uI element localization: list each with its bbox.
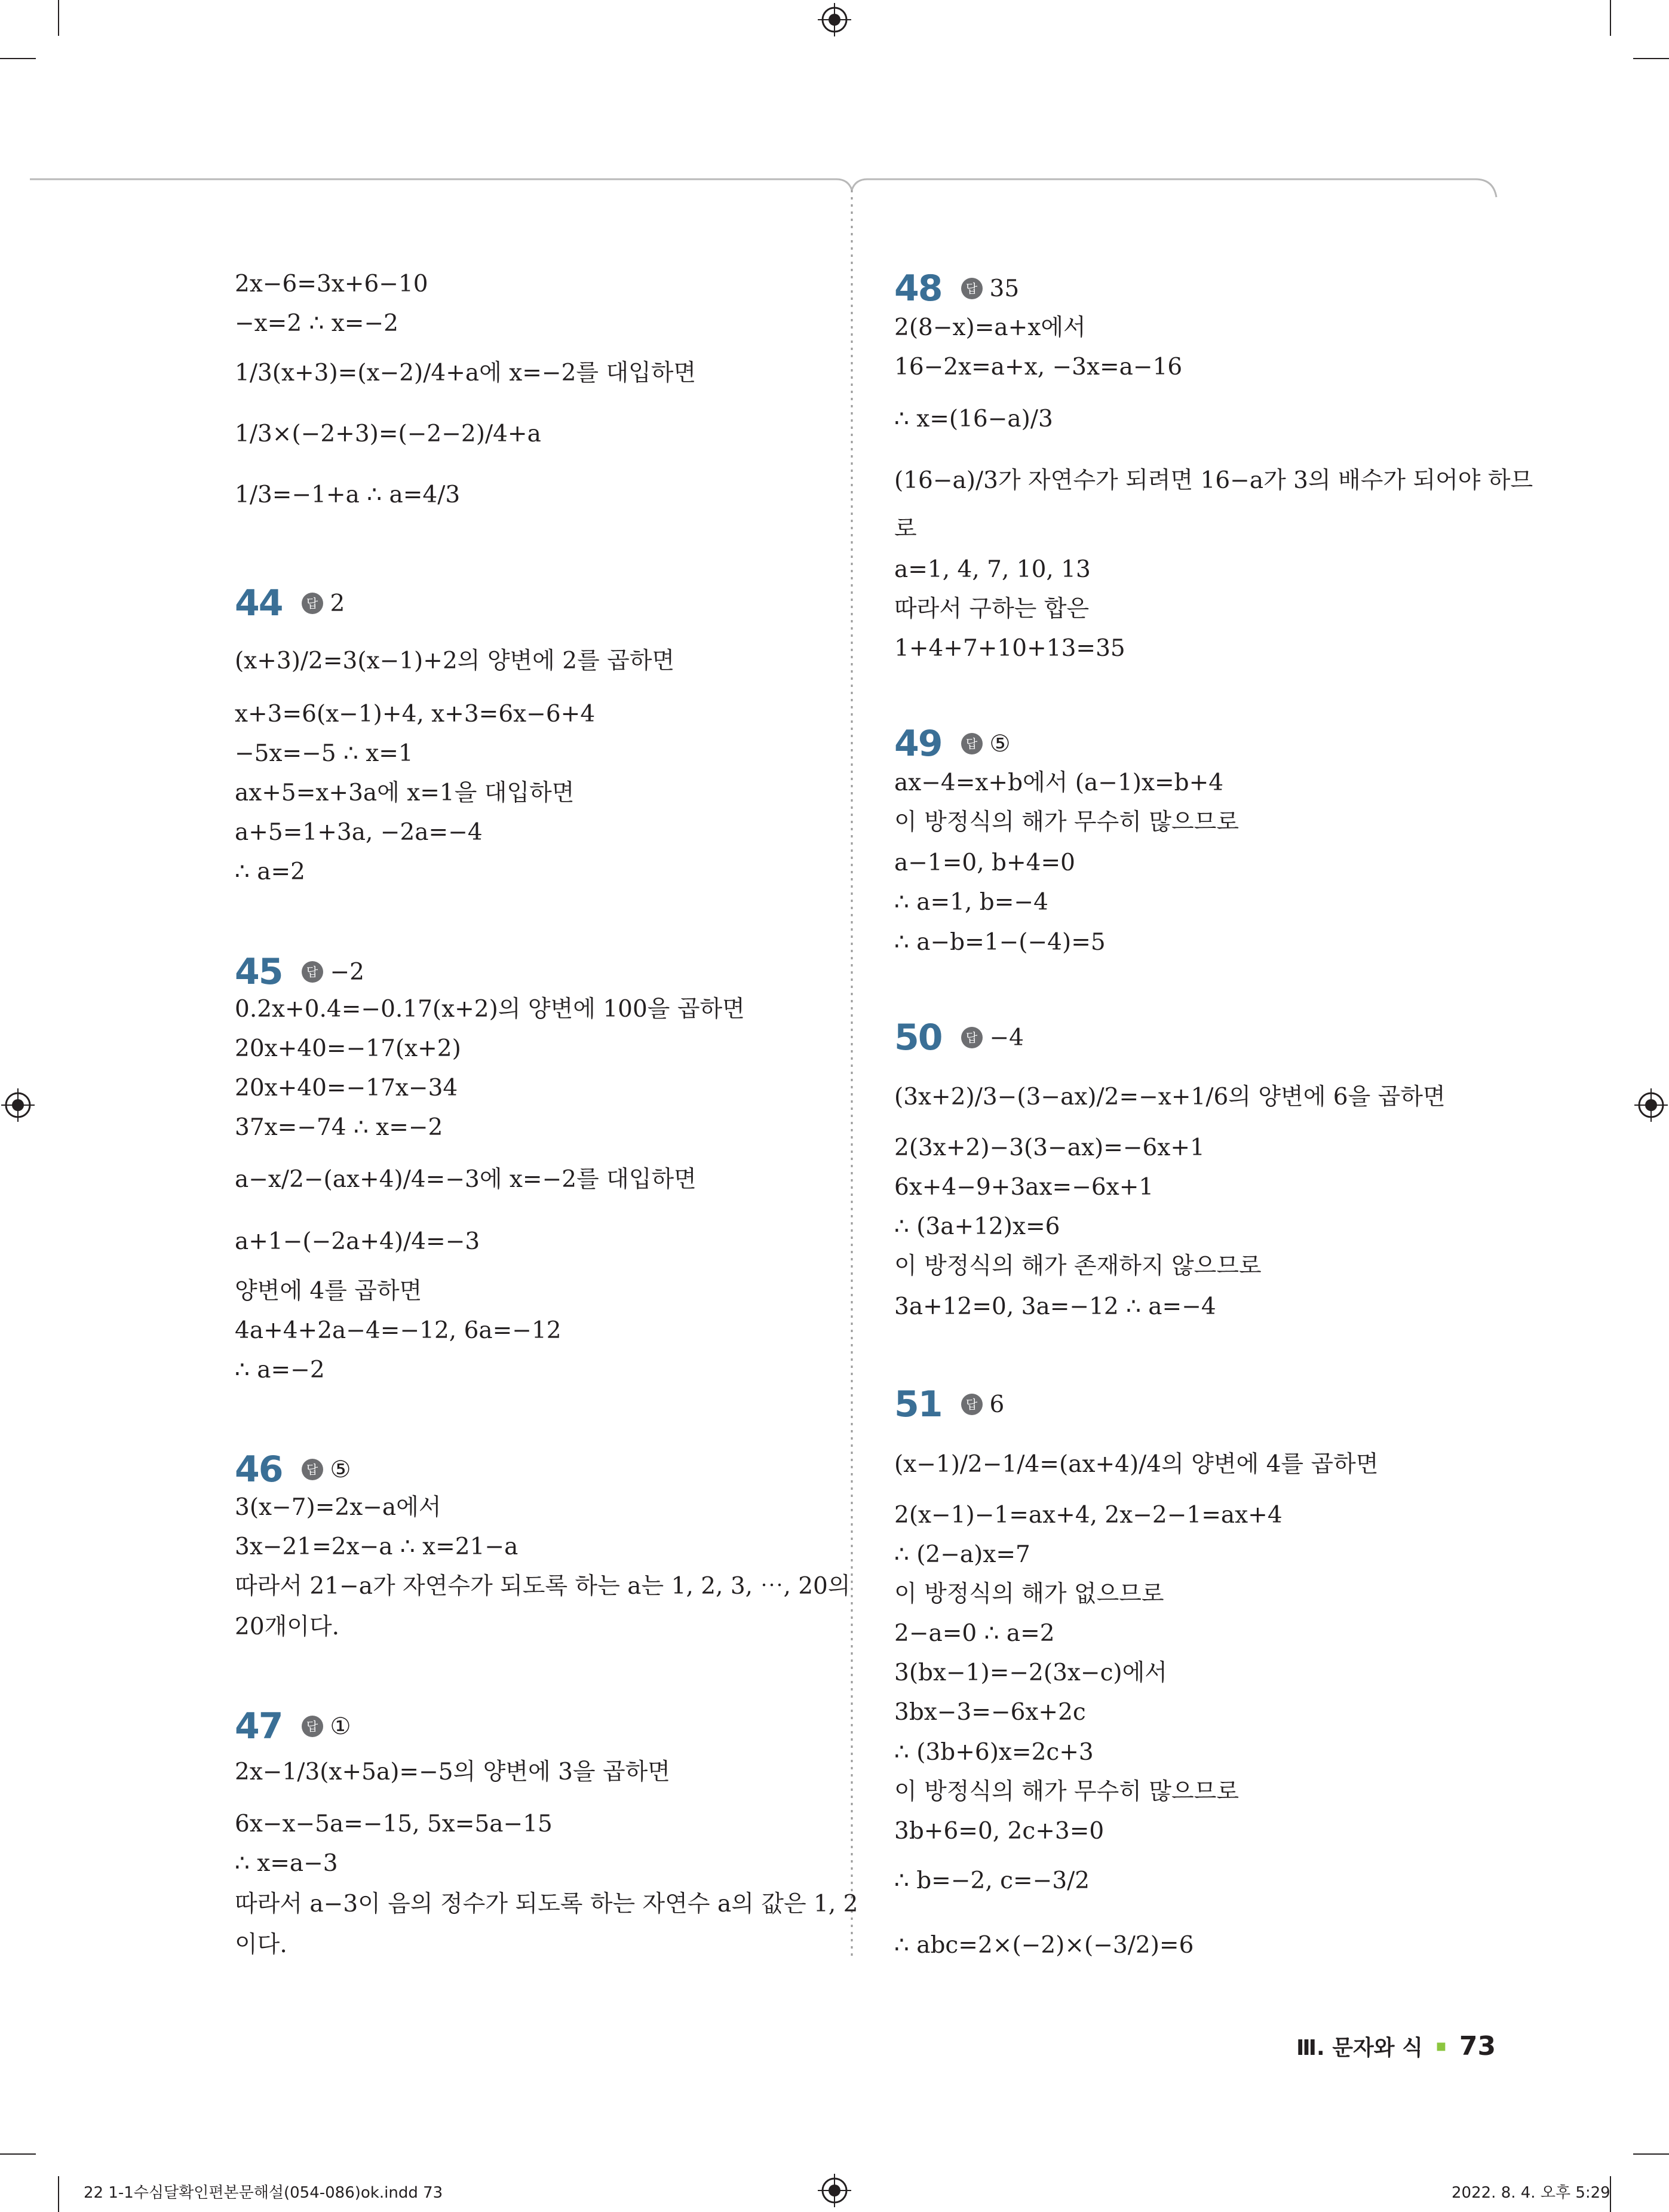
problem-heading	[235, 582, 345, 624]
solution-line: a=1, 4, 7, 10, 13	[894, 556, 1091, 583]
solution-line: −5x=−5 ∴ x=1	[235, 740, 413, 767]
crop-mark	[1610, 0, 1611, 36]
section-title: Ⅲ. 문자와 식	[1296, 2036, 1423, 2060]
answer-badge: 답	[961, 733, 983, 754]
solution-line: ax+5=x+3a에 x=1을 대입하면	[235, 780, 575, 806]
problem-number: 49	[894, 723, 942, 765]
crop-mark	[58, 2176, 59, 2212]
crop-mark	[0, 58, 36, 59]
solution-line: (x−1)/2−1/4=(ax+4)/4의 양변에 4를 곱하면	[894, 1451, 1379, 1478]
answer-badge: 답	[302, 593, 323, 614]
answer-badge: 답	[302, 961, 323, 983]
solution-line: 37x=−74 ∴ x=−2	[235, 1114, 443, 1141]
intro-line: −x=2 ∴ x=−2	[235, 310, 398, 337]
solution-line: ∴ (3b+6)x=2c+3	[894, 1739, 1094, 1766]
solution-line: 3(x−7)=2x−a에서	[235, 1494, 441, 1521]
problem-number: 50	[894, 1017, 942, 1059]
answer-value: −2	[330, 958, 364, 986]
crop-mark	[0, 2153, 36, 2155]
solution-line: 3bx−3=−6x+2c	[894, 1699, 1086, 1726]
solution-line: (x+3)/2=3(x−1)+2의 양변에 2를 곱하면	[235, 648, 675, 674]
crop-mark	[1633, 58, 1669, 59]
intro-line: 1/3=−1+a ∴ a=4/3	[235, 481, 461, 508]
solution-line: 따라서 a−3이 음의 정수가 되도록 하는 자연수 a의 값은 1, 2	[235, 1891, 858, 1918]
solution-line: 2x−1/3(x+5a)=−5의 양변에 3을 곱하면	[235, 1759, 670, 1785]
solution-line: 2(3x+2)−3(3−ax)=−6x+1	[894, 1134, 1205, 1161]
solution-line: a−1=0, b+4=0	[894, 849, 1075, 876]
registration-mark-bottom	[817, 2173, 852, 2208]
solution-line: ∴ x=a−3	[235, 1850, 338, 1877]
solution-line: 양변에 4를 곱하면	[235, 1278, 422, 1305]
footer-bullet: ■	[1435, 2040, 1446, 2053]
solution-line: 6x+4−9+3ax=−6x+1	[894, 1174, 1154, 1201]
solution-line: a+5=1+3a, −2a=−4	[235, 819, 483, 846]
solution-line: 6x−x−5a=−15, 5x=5a−15	[235, 1811, 553, 1837]
problem-number: 47	[235, 1705, 283, 1747]
solution-line: 0.2x+0.4=−0.17(x+2)의 양변에 100을 곱하면	[235, 996, 745, 1023]
answer-value: 6	[989, 1391, 1005, 1418]
solution-line: a+1−(−2a+4)/4=−3	[235, 1228, 480, 1255]
answer-value: −4	[989, 1024, 1024, 1051]
solution-line: 16−2x=a+x, −3x=a−16	[894, 354, 1183, 381]
problem-heading	[235, 1705, 351, 1747]
solution-line: 따라서 구하는 합은	[894, 596, 1090, 622]
solution-line: 이 방정식의 해가 무수히 많으므로	[894, 1778, 1240, 1805]
solution-line: ∴ a=−2	[235, 1357, 325, 1383]
solution-line: ax−4=x+b에서 (a−1)x=b+4	[894, 769, 1224, 796]
answer-value: 2	[330, 590, 345, 617]
answer-value: ⑤	[989, 730, 1011, 757]
solution-line: 2(x−1)−1=ax+4, 2x−2−1=ax+4	[894, 1502, 1283, 1529]
registration-mark-top	[817, 2, 852, 38]
problem-number: 51	[894, 1383, 942, 1425]
solution-line: ∴ a=1, b=−4	[894, 889, 1048, 916]
solution-line: a−x/2−(ax+4)/4=−3에 x=−2를 대입하면	[235, 1166, 697, 1193]
intro-line: 2x−6=3x+6−10	[235, 271, 428, 297]
solution-line: ∴ (2−a)x=7	[894, 1541, 1030, 1568]
solution-line: 20x+40=−17(x+2)	[235, 1035, 461, 1062]
solution-line: 이 방정식의 해가 존재하지 않으므로	[894, 1253, 1262, 1280]
crop-mark	[1633, 2153, 1669, 2155]
solution-line: 20x+40=−17x−34	[235, 1075, 458, 1102]
problem-number: 45	[235, 951, 283, 993]
problem-heading	[235, 951, 364, 993]
problem-heading	[894, 723, 1010, 765]
slug-date: 2022. 8. 4. 오후 5:29	[1452, 2184, 1610, 2202]
answer-value: 35	[989, 275, 1020, 302]
solution-line: (16−a)/3가 자연수가 되려면 16−a가 3의 배수가 되어야 하므	[894, 467, 1533, 494]
solution-line: 4a+4+2a−4=−12, 6a=−12	[235, 1317, 562, 1344]
intro-line: 1/3(x+3)=(x−2)/4+a에 x=−2를 대입하면	[235, 360, 697, 386]
solution-line: 2(8−x)=a+x에서	[894, 314, 1086, 341]
solution-line: 3b+6=0, 2c+3=0	[894, 1818, 1105, 1845]
solution-line: 이 방정식의 해가 무수히 많으므로	[894, 809, 1240, 836]
solution-line: 이 방정식의 해가 없으므로	[894, 1581, 1164, 1607]
problem-heading	[894, 1017, 1024, 1059]
solution-line: ∴ a−b=1−(−4)=5	[894, 929, 1106, 956]
problem-number: 46	[235, 1449, 283, 1490]
registration-mark-right	[1633, 1087, 1669, 1123]
problem-number: 48	[894, 268, 942, 309]
solution-line: ∴ (3a+12)x=6	[894, 1213, 1060, 1240]
solution-line: 3a+12=0, 3a=−12 ∴ a=−4	[894, 1293, 1216, 1320]
solution-line: ∴ abc=2×(−2)×(−3/2)=6	[894, 1932, 1194, 1959]
solution-line: ∴ a=2	[235, 858, 305, 885]
solution-line: 3x−21=2x−a ∴ x=21−a	[235, 1533, 519, 1560]
answer-value: ①	[330, 1713, 351, 1740]
registration-mark-left	[0, 1087, 36, 1123]
crop-mark	[58, 0, 59, 36]
page-number: 73	[1459, 2031, 1496, 2061]
page-footer	[1296, 2031, 1496, 2061]
answer-badge: 답	[961, 1027, 983, 1048]
solution-line: ∴ b=−2, c=−3/2	[894, 1867, 1090, 1894]
solution-line: (3x+2)/3−(3−ax)/2=−x+1/6의 양변에 6을 곱하면	[894, 1084, 1446, 1110]
answer-badge: 답	[961, 1394, 983, 1415]
solution-line: x+3=6(x−1)+4, x+3=6x−6+4	[235, 701, 596, 728]
solution-line: 20개이다.	[235, 1613, 340, 1640]
answer-badge: 답	[302, 1716, 323, 1737]
answer-badge: 답	[302, 1459, 323, 1480]
solution-line: 이다.	[235, 1931, 287, 1958]
problem-heading	[235, 1449, 351, 1490]
solution-line: 따라서 21−a가 자연수가 되도록 하는 a는 1, 2, 3, ⋯, 20의	[235, 1573, 851, 1600]
intro-line: 1/3×(−2+3)=(−2−2)/4+a	[235, 421, 541, 447]
slug-filename: 22 1-1수심달확인편본문해설(054-086)ok.indd 73	[84, 2184, 443, 2202]
answer-value: ⑤	[330, 1456, 351, 1483]
solution-line: 2−a=0 ∴ a=2	[894, 1620, 1055, 1647]
problem-heading	[894, 1383, 1004, 1425]
solution-line: ∴ x=(16−a)/3	[894, 406, 1053, 432]
answer-badge: 답	[961, 278, 983, 299]
problem-heading	[894, 268, 1019, 309]
problem-number: 44	[235, 582, 283, 624]
solution-line: 1+4+7+10+13=35	[894, 635, 1125, 662]
solution-line: 3(bx−1)=−2(3x−c)에서	[894, 1659, 1167, 1686]
solution-line: 로	[894, 516, 917, 542]
